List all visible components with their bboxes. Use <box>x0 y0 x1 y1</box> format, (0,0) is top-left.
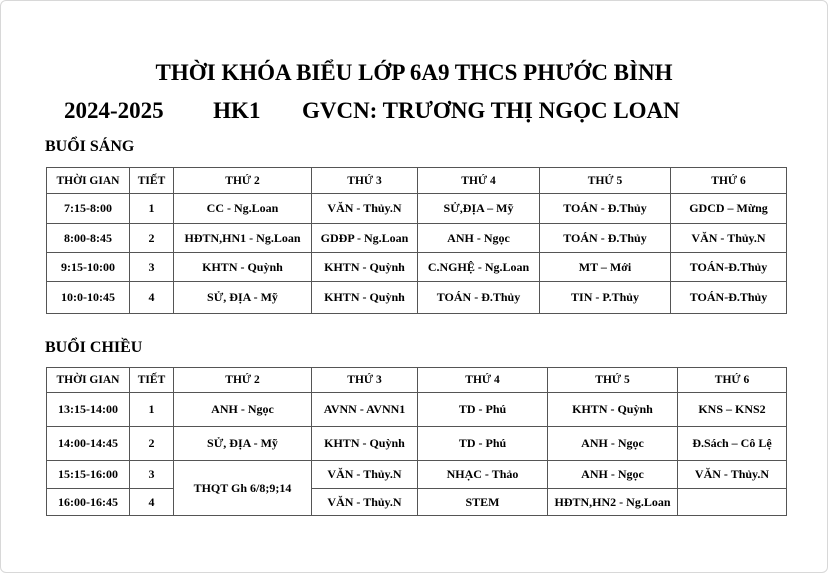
cell-period: 3 <box>130 253 174 282</box>
cell-thu: HĐTN,HN2 - Ng.Loan <box>548 489 678 516</box>
cell-tue: KHTN - Quỳnh <box>312 253 418 282</box>
cell-fri: Đ.Sách – Cô Lệ <box>678 427 787 461</box>
cell-mon: SỬ, ĐỊA - Mỹ <box>174 282 312 314</box>
term: HK1 <box>213 98 261 123</box>
cell-time: 8:00-8:45 <box>47 224 130 253</box>
table-row <box>47 489 787 516</box>
table-row <box>47 253 787 282</box>
table-row <box>47 461 787 489</box>
cell-time: 13:15-14:00 <box>47 393 130 427</box>
cell-time: 10:0-10:45 <box>47 282 130 314</box>
col-header-tue: THỨ 3 <box>312 168 418 194</box>
col-header-time: THỜI GIAN <box>47 368 130 393</box>
cell-thu: TIN - P.Thủy <box>540 282 671 314</box>
cell-thu: MT – Mới <box>540 253 671 282</box>
cell-tue: VĂN - Thủy.N <box>312 194 418 224</box>
cell-period: 2 <box>130 427 174 461</box>
cell-period: 3 <box>130 461 174 489</box>
col-header-time: THỜI GIAN <box>47 168 130 194</box>
cell-wed: TOÁN - Đ.Thủy <box>418 282 540 314</box>
cell-period: 4 <box>130 489 174 516</box>
school-year: 2024-2025 <box>64 98 164 123</box>
col-header-thu: THỨ 5 <box>540 168 671 194</box>
cell-thu: KHTN - Quỳnh <box>548 393 678 427</box>
table-row <box>47 224 787 253</box>
cell-time: 16:00-16:45 <box>47 489 130 516</box>
cell-fri: GDCD – Mừng <box>671 194 787 224</box>
cell-mon: SỬ, ĐỊA - Mỹ <box>174 427 312 461</box>
col-header-fri: THỨ 6 <box>678 368 787 393</box>
cell-thu: ANH - Ngọc <box>548 427 678 461</box>
cell-tue: VĂN - Thủy.N <box>312 461 418 489</box>
col-header-wed: THỨ 4 <box>418 168 540 194</box>
table-row <box>47 427 787 461</box>
cell-time: 15:15-16:00 <box>47 461 130 489</box>
page-title: THỜI KHÓA BIỂU LỚP 6A9 THCS PHƯỚC BÌNH <box>155 60 673 85</box>
cell-mon: ANH - Ngọc <box>174 393 312 427</box>
homeroom-teacher: GVCN: TRƯƠNG THỊ NGỌC LOAN <box>301 98 680 123</box>
cell-wed: SỬ,ĐỊA – Mỹ <box>418 194 540 224</box>
col-header-mon: THỨ 2 <box>174 368 312 393</box>
afternoon-timetable <box>46 367 787 516</box>
col-header-mon: THỨ 2 <box>174 168 312 194</box>
cell-thu: ANH - Ngọc <box>548 461 678 489</box>
cell-fri: KNS – KNS2 <box>678 393 787 427</box>
table-row <box>47 282 787 314</box>
cell-time: 7:15-8:00 <box>47 194 130 224</box>
table-header-row <box>47 368 787 393</box>
cell-time: 9:15-10:00 <box>47 253 130 282</box>
cell-tue: KHTN - Quỳnh <box>312 427 418 461</box>
afternoon-session-label: BUỔI CHIỀU <box>45 339 143 356</box>
page-subtitle <box>64 98 680 124</box>
col-header-period: TIẾT <box>130 168 174 194</box>
cell-tue: GDĐP - Ng.Loan <box>312 224 418 253</box>
cell-fri: TOÁN-Đ.Thủy <box>671 282 787 314</box>
table-row <box>47 393 787 427</box>
morning-session-label: BUỔI SÁNG <box>45 138 135 155</box>
cell-wed: TD - Phú <box>418 427 548 461</box>
cell-wed: ANH - Ngọc <box>418 224 540 253</box>
cell-time: 14:00-14:45 <box>47 427 130 461</box>
cell-fri: VĂN - Thủy.N <box>678 461 787 489</box>
cell-fri <box>678 489 787 516</box>
cell-period: 1 <box>130 393 174 427</box>
cell-wed: C.NGHỆ - Ng.Loan <box>418 253 540 282</box>
table-header-row <box>47 168 787 194</box>
morning-timetable <box>46 167 787 314</box>
cell-period: 1 <box>130 194 174 224</box>
cell-mon: HĐTN,HN1 - Ng.Loan <box>174 224 312 253</box>
cell-wed: NHẠC - Thảo <box>418 461 548 489</box>
cell-tue: KHTN - Quỳnh <box>312 282 418 314</box>
cell-fri: TOÁN-Đ.Thủy <box>671 253 787 282</box>
col-header-fri: THỨ 6 <box>671 168 787 194</box>
cell-fri: VĂN - Thủy.N <box>671 224 787 253</box>
cell-mon-merged: THQT Gh 6/8;9;14 <box>174 461 312 516</box>
cell-mon: KHTN - Quỳnh <box>174 253 312 282</box>
cell-period: 4 <box>130 282 174 314</box>
col-header-thu: THỨ 5 <box>548 368 678 393</box>
cell-period: 2 <box>130 224 174 253</box>
cell-thu: TOÁN - Đ.Thủy <box>540 194 671 224</box>
cell-tue: AVNN - AVNN1 <box>312 393 418 427</box>
col-header-period: TIẾT <box>130 368 174 393</box>
cell-wed: STEM <box>418 489 548 516</box>
col-header-wed: THỨ 4 <box>418 368 548 393</box>
table-row <box>47 194 787 224</box>
col-header-tue: THỨ 3 <box>312 368 418 393</box>
cell-tue: VĂN - Thủy.N <box>312 489 418 516</box>
cell-wed: TD - Phú <box>418 393 548 427</box>
cell-mon: CC - Ng.Loan <box>174 194 312 224</box>
cell-thu: TOÁN - Đ.Thủy <box>540 224 671 253</box>
